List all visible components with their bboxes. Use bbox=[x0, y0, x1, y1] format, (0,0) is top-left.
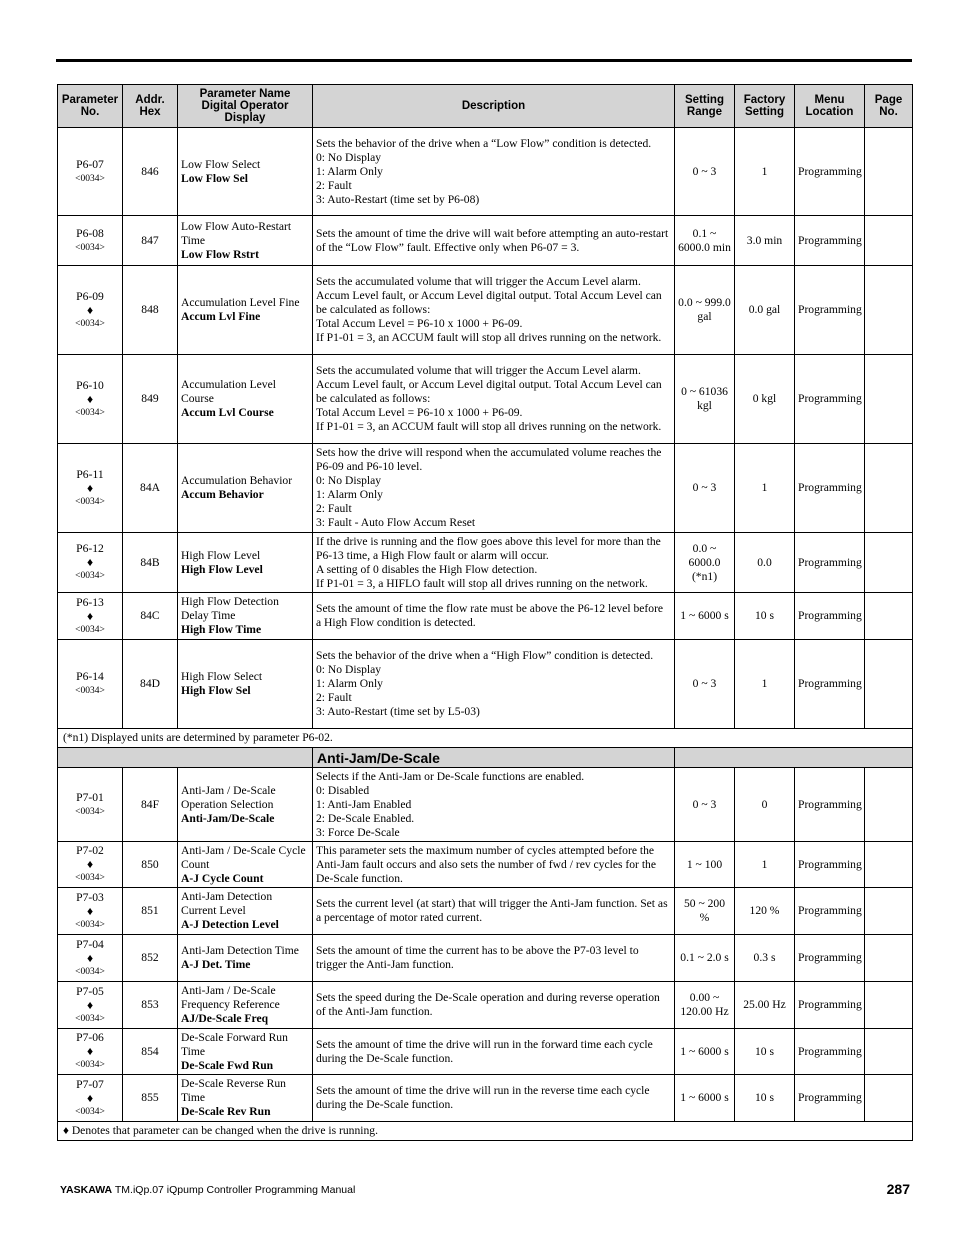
menu-location: Programming bbox=[795, 355, 865, 444]
parameter-name: Low Flow Select bbox=[181, 157, 261, 171]
setting-range: 0.0 ~ 999.0 gal bbox=[675, 266, 735, 355]
parameter-no: P6-09 bbox=[76, 289, 104, 303]
run-change-diamond-icon: ♦ bbox=[86, 997, 94, 1012]
menu-location: Programming bbox=[795, 533, 865, 593]
parameter-no-cell bbox=[58, 982, 123, 1029]
operator-display-name: A-J Detection Level bbox=[181, 918, 279, 931]
setting-range: 0 ~ 61036 kgl bbox=[675, 355, 735, 444]
factory-setting: 0.0 gal bbox=[735, 266, 795, 355]
table-row bbox=[58, 1075, 913, 1122]
operator-display-name: High Flow Level bbox=[181, 562, 263, 576]
parameter-code: <0034> bbox=[75, 1013, 105, 1024]
table-row bbox=[58, 982, 913, 1029]
description-line: Sets the current level (at start) that will trigger the Anti-Jam function. Set as a percentage of motor rated current. bbox=[316, 897, 668, 924]
page-no bbox=[865, 842, 913, 888]
description-line: 3: Fault - Auto Flow Accum Reset bbox=[316, 516, 476, 529]
operator-display-name: Accum Behavior bbox=[181, 488, 264, 501]
parameter-name-cell bbox=[178, 842, 313, 888]
description-line: 2: De-Scale Enabled. bbox=[316, 811, 415, 825]
factory-setting: 10 s bbox=[735, 1029, 795, 1075]
parameter-name-cell bbox=[178, 935, 313, 982]
description-line: A setting of 0 disables the High Flow detection. bbox=[316, 562, 538, 576]
parameter-code: <0034> bbox=[75, 173, 105, 184]
parameter-name: Accumulation Level Fine bbox=[181, 296, 300, 309]
parameter-name: High Flow Detection Delay Time bbox=[181, 595, 279, 622]
addr-hex: 850 bbox=[123, 842, 178, 888]
setting-range: 0 ~ 3 bbox=[675, 768, 735, 842]
operator-display-name: Accum Lvl Course bbox=[181, 406, 274, 419]
page-no bbox=[865, 593, 913, 640]
addr-hex: 84A bbox=[123, 444, 178, 533]
setting-range: 0.1 ~ 2.0 s bbox=[675, 935, 735, 982]
setting-range: 0.1 ~ 6000.0 min bbox=[675, 216, 735, 266]
description-line: 0: Disabled bbox=[316, 783, 370, 797]
parameter-name-cell bbox=[178, 982, 313, 1029]
description-cell bbox=[313, 533, 675, 593]
description-line: 3: Auto-Restart (time set by L5-03) bbox=[316, 705, 480, 718]
menu-location: Programming bbox=[795, 444, 865, 533]
parameter-code: <0034> bbox=[75, 686, 105, 696]
page-no bbox=[865, 355, 913, 444]
run-change-diamond-icon: ♦ bbox=[86, 302, 94, 317]
parameter-name: Anti-Jam Detection Time bbox=[181, 944, 299, 957]
parameter-no-cell bbox=[58, 444, 123, 533]
factory-setting: 0 kgl bbox=[735, 355, 795, 444]
parameter-no-cell bbox=[58, 533, 123, 593]
factory-setting: 1 bbox=[735, 128, 795, 216]
factory-setting: 10 s bbox=[735, 593, 795, 640]
addr-hex: 84C bbox=[123, 593, 178, 640]
parameter-no-cell bbox=[58, 266, 123, 355]
header-parameter-name: Parameter Name Digital Operator Display bbox=[178, 85, 313, 128]
description-line: Sets the amount of time the current has to be above the P7-03 level to trigger the Anti-Jam function. bbox=[316, 944, 639, 971]
parameter-no: P7-02 bbox=[76, 844, 104, 857]
header-menu-location: Menu Location bbox=[795, 85, 865, 128]
page-no bbox=[865, 1075, 913, 1122]
description-cell bbox=[313, 216, 675, 266]
setting-range: 0 ~ 3 bbox=[675, 444, 735, 533]
section-header-row bbox=[58, 748, 913, 768]
run-change-diamond-icon: ♦ bbox=[86, 1090, 94, 1105]
note-n1: (*n1) Displayed units are determined by parameter P6-02. bbox=[58, 729, 913, 748]
description-line: Sets the amount of time the drive will run in the forward time each cycle during the De-Scale function. bbox=[316, 1037, 653, 1065]
addr-hex: 846 bbox=[123, 128, 178, 216]
parameter-code: <0034> bbox=[75, 919, 105, 930]
parameter-no-cell bbox=[58, 216, 123, 266]
description-line: 1: Alarm Only bbox=[316, 677, 383, 690]
table-row bbox=[58, 128, 913, 216]
note-diamond: ♦ Denotes that parameter can be changed when the drive is running. bbox=[58, 1122, 913, 1141]
description-line: 1: Alarm Only bbox=[316, 164, 383, 178]
page-number: 287 bbox=[886, 1181, 910, 1197]
addr-hex: 849 bbox=[123, 355, 178, 444]
header-description: Description bbox=[313, 85, 675, 128]
menu-location: Programming bbox=[795, 982, 865, 1029]
description-cell bbox=[313, 842, 675, 888]
description-line: 2: Fault bbox=[316, 691, 352, 704]
table-row bbox=[58, 533, 913, 593]
parameter-name-cell bbox=[178, 888, 313, 935]
header-addr-hex: Addr. Hex bbox=[123, 85, 178, 128]
parameter-name: High Flow Level bbox=[181, 548, 261, 562]
description-line: If P1-01 = 3, an ACCUM fault will stop all drives running on the network. bbox=[316, 420, 662, 433]
parameter-name-cell bbox=[178, 266, 313, 355]
addr-hex: 852 bbox=[123, 935, 178, 982]
setting-range: 1 ~ 6000 s bbox=[675, 1075, 735, 1122]
description-line: 0: No Display bbox=[316, 150, 382, 164]
addr-hex: 851 bbox=[123, 888, 178, 935]
description-line: Sets the amount of time the flow rate must be above the P6-12 level before a High Flow condition is detected. bbox=[316, 602, 664, 629]
menu-location: Programming bbox=[795, 593, 865, 640]
page-no bbox=[865, 216, 913, 266]
description-cell bbox=[313, 640, 675, 729]
footer bbox=[60, 1184, 355, 1196]
setting-range: 0.00 ~ 120.00 Hz bbox=[675, 982, 735, 1029]
addr-hex: 853 bbox=[123, 982, 178, 1029]
operator-display-name: De-Scale Rev Run bbox=[181, 1105, 271, 1118]
page-no bbox=[865, 982, 913, 1029]
description-cell bbox=[313, 593, 675, 640]
setting-range: 0 ~ 3 bbox=[675, 640, 735, 729]
parameter-name-cell bbox=[178, 128, 313, 216]
parameter-code: <0034> bbox=[75, 407, 105, 418]
page-no bbox=[865, 266, 913, 355]
parameter-code: <0034> bbox=[75, 242, 105, 253]
description-line: 0: No Display bbox=[316, 663, 382, 676]
run-change-diamond-icon: ♦ bbox=[86, 480, 94, 495]
table-row bbox=[58, 355, 913, 444]
operator-display-name: Accum Lvl Fine bbox=[181, 310, 261, 323]
addr-hex: 848 bbox=[123, 266, 178, 355]
description-cell bbox=[313, 888, 675, 935]
setting-range: 1 ~ 6000 s bbox=[675, 593, 735, 640]
table-row bbox=[58, 266, 913, 355]
page-no bbox=[865, 128, 913, 216]
parameter-no-cell bbox=[58, 1029, 123, 1075]
menu-location: Programming bbox=[795, 266, 865, 355]
description-line: This parameter sets the maximum number of cycles attempted before the Anti-Jam fault occurs and also sets the number of fwd / rev cycles for the De-Scale function. bbox=[316, 843, 656, 885]
description-cell bbox=[313, 128, 675, 216]
run-change-diamond-icon: ♦ bbox=[86, 608, 94, 623]
description-cell bbox=[313, 444, 675, 533]
factory-setting: 0.0 bbox=[735, 533, 795, 593]
factory-setting: 0.3 s bbox=[735, 935, 795, 982]
table-row bbox=[58, 935, 913, 982]
setting-range: 1 ~ 100 bbox=[675, 842, 735, 888]
parameter-code: <0034> bbox=[75, 496, 105, 507]
table-row bbox=[58, 842, 913, 888]
setting-range: 50 ~ 200 % bbox=[675, 888, 735, 935]
factory-setting: 120 % bbox=[735, 888, 795, 935]
operator-display-name: AJ/De-Scale Freq bbox=[181, 1012, 269, 1025]
parameter-no: P7-01 bbox=[76, 790, 104, 804]
description-line: 1: Alarm Only bbox=[316, 488, 383, 501]
parameter-code: <0034> bbox=[75, 571, 105, 581]
parameter-name-cell bbox=[178, 1029, 313, 1075]
factory-setting: 25.00 Hz bbox=[735, 982, 795, 1029]
table-row bbox=[58, 1029, 913, 1075]
parameter-code: <0034> bbox=[75, 624, 105, 635]
parameter-name-cell bbox=[178, 768, 313, 842]
parameter-no: P7-05 bbox=[76, 984, 104, 998]
parameter-code: <0034> bbox=[75, 1060, 105, 1070]
parameter-name-cell bbox=[178, 1075, 313, 1122]
parameter-no-cell bbox=[58, 355, 123, 444]
parameter-no-cell bbox=[58, 593, 123, 640]
parameter-name-cell bbox=[178, 355, 313, 444]
parameter-code: <0034> bbox=[75, 1106, 105, 1117]
operator-display-name: Low Flow Rstrt bbox=[181, 247, 259, 261]
operator-display-name: Low Flow Sel bbox=[181, 171, 248, 185]
header-row bbox=[58, 85, 913, 128]
description-line: 3: Auto-Restart (time set by P6-08) bbox=[316, 192, 480, 206]
factory-setting: 0 bbox=[735, 768, 795, 842]
setting-range: 1 ~ 6000 s bbox=[675, 1029, 735, 1075]
footer-brand: YASKAWA bbox=[60, 1184, 113, 1196]
menu-location: Programming bbox=[795, 935, 865, 982]
setting-range: 0 ~ 3 bbox=[675, 128, 735, 216]
note-diamond-row bbox=[58, 1122, 913, 1141]
parameter-name: Anti-Jam / De-Scale Frequency Reference bbox=[181, 984, 280, 1011]
parameter-name: Accumulation Behavior bbox=[181, 474, 293, 487]
parameter-code: <0034> bbox=[75, 966, 105, 977]
parameter-no: P6-12 bbox=[76, 542, 104, 555]
operator-display-name: High Flow Sel bbox=[181, 684, 251, 697]
top-rule bbox=[56, 59, 912, 62]
parameter-name: Anti-Jam / De-Scale Cycle Count bbox=[181, 843, 306, 871]
description-line: 2: Fault bbox=[316, 178, 352, 192]
parameter-code: <0034> bbox=[75, 318, 105, 329]
description-line: Sets the amount of time the drive will wait before attempting an auto-restart of the “Low Flow” fault. Effective only when P6-07 = 3. bbox=[316, 226, 669, 254]
factory-setting: 1 bbox=[735, 842, 795, 888]
description-line: If P1-01 = 3, an ACCUM fault will stop all drives running on the network. bbox=[316, 331, 662, 344]
description-line: If the drive is running and the flow goes above this level for more than the P6-13 time, a High Flow fault or alarm will occur. bbox=[316, 534, 661, 562]
description-line: Sets how the drive will respond when the accumulated volume reaches the P6-09 and P6-10 level. bbox=[316, 446, 662, 473]
description-line: Total Accum Level = P6-10 x 1000 + P6-09. bbox=[316, 317, 523, 330]
parameter-name: Accumulation Level Course bbox=[181, 378, 276, 405]
run-change-diamond-icon: ♦ bbox=[86, 903, 94, 918]
description-line: If P1-01 = 3, a HIFLO fault will stop all drives running on the network. bbox=[316, 576, 648, 590]
section-title: Anti-Jam/De-Scale bbox=[313, 748, 675, 768]
table-row bbox=[58, 768, 913, 842]
parameter-code: <0034> bbox=[75, 806, 105, 817]
operator-display-name: High Flow Time bbox=[181, 623, 262, 636]
parameter-no: P6-10 bbox=[76, 378, 104, 392]
parameter-name: Anti-Jam / De-Scale Operation Selection bbox=[181, 783, 276, 811]
parameter-no: P7-06 bbox=[76, 1031, 104, 1044]
run-change-diamond-icon: ♦ bbox=[86, 391, 94, 406]
setting-range: 0.0 ~ 6000.0 (*n1) bbox=[675, 533, 735, 593]
table-row bbox=[58, 216, 913, 266]
parameter-no: P6-07 bbox=[76, 157, 104, 171]
description-cell bbox=[313, 982, 675, 1029]
addr-hex: 854 bbox=[123, 1029, 178, 1075]
footer-manual-title: TM.iQp.07 iQpump Controller Programming Manual bbox=[114, 1184, 356, 1196]
table-row bbox=[58, 444, 913, 533]
description-line: 3: Force De-Scale bbox=[316, 825, 400, 839]
table-row bbox=[58, 593, 913, 640]
addr-hex: 855 bbox=[123, 1075, 178, 1122]
table-row bbox=[58, 888, 913, 935]
factory-setting: 3.0 min bbox=[735, 216, 795, 266]
operator-display-name: A-J Cycle Count bbox=[181, 871, 264, 885]
parameter-no-cell bbox=[58, 842, 123, 888]
parameter-no-cell bbox=[58, 640, 123, 729]
parameter-no: P6-08 bbox=[76, 226, 104, 240]
run-change-diamond-icon: ♦ bbox=[86, 1044, 94, 1058]
menu-location: Programming bbox=[795, 888, 865, 935]
description-cell bbox=[313, 1075, 675, 1122]
parameter-no-cell bbox=[58, 1075, 123, 1122]
menu-location: Programming bbox=[795, 128, 865, 216]
description-line: Sets the amount of time the drive will run in the reverse time each cycle during the De-Scale function. bbox=[316, 1084, 650, 1111]
run-change-diamond-icon: ♦ bbox=[86, 950, 94, 965]
page-no bbox=[865, 768, 913, 842]
description-line: Sets the speed during the De-Scale operation and during reverse operation of the Anti-Jam function. bbox=[316, 991, 660, 1018]
description-line: Sets the behavior of the drive when a “High Flow” condition is detected. bbox=[316, 649, 654, 662]
description-line: Total Accum Level = P6-10 x 1000 + P6-09. bbox=[316, 406, 523, 419]
addr-hex: 84F bbox=[123, 768, 178, 842]
parameter-name-cell bbox=[178, 640, 313, 729]
section-blank-left bbox=[58, 748, 313, 768]
description-cell bbox=[313, 1029, 675, 1075]
description-cell bbox=[313, 266, 675, 355]
table-row bbox=[58, 640, 913, 729]
operator-display-name: De-Scale Fwd Run bbox=[181, 1058, 274, 1072]
run-change-diamond-icon: ♦ bbox=[86, 555, 94, 569]
parameter-name: De-Scale Reverse Run Time bbox=[181, 1077, 286, 1104]
parameter-table bbox=[57, 84, 913, 1141]
menu-location: Programming bbox=[795, 842, 865, 888]
addr-hex: 84B bbox=[123, 533, 178, 593]
menu-location: Programming bbox=[795, 768, 865, 842]
description-line: Selects if the Anti-Jam or De-Scale functions are enabled. bbox=[316, 769, 585, 783]
description-line: Sets the accumulated volume that will trigger the Accum Level alarm. Accum Level fault, or Accum Level digital output. Total Accum Level can be calculated as follows: bbox=[316, 364, 662, 405]
description-line: 1: Anti-Jam Enabled bbox=[316, 797, 412, 811]
header-factory-setting: Factory Setting bbox=[735, 85, 795, 128]
parameter-no-cell bbox=[58, 768, 123, 842]
factory-setting: 1 bbox=[735, 444, 795, 533]
parameter-name-cell bbox=[178, 593, 313, 640]
parameter-no-cell bbox=[58, 935, 123, 982]
description-line: 0: No Display bbox=[316, 474, 382, 487]
factory-setting: 1 bbox=[735, 640, 795, 729]
operator-display-name: A-J Det. Time bbox=[181, 958, 251, 971]
header-parameter-no: Parameter No. bbox=[58, 85, 123, 128]
addr-hex: 84D bbox=[123, 640, 178, 729]
parameter-no: P6-13 bbox=[76, 595, 104, 609]
parameter-no: P6-11 bbox=[76, 467, 104, 481]
parameter-no: P7-04 bbox=[76, 937, 104, 951]
parameter-no-cell bbox=[58, 128, 123, 216]
menu-location: Programming bbox=[795, 640, 865, 729]
run-change-diamond-icon: ♦ bbox=[86, 857, 94, 871]
menu-location: Programming bbox=[795, 1075, 865, 1122]
parameter-name: De-Scale Forward Run Time bbox=[181, 1030, 288, 1058]
description-cell bbox=[313, 935, 675, 982]
parameter-name: Anti-Jam Detection Current Level bbox=[181, 890, 273, 917]
menu-location: Programming bbox=[795, 1029, 865, 1075]
factory-setting: 10 s bbox=[735, 1075, 795, 1122]
page-no bbox=[865, 640, 913, 729]
parameter-no: P6-14 bbox=[76, 670, 104, 683]
menu-location: Programming bbox=[795, 216, 865, 266]
note-n1-row bbox=[58, 729, 913, 748]
parameter-name: High Flow Select bbox=[181, 670, 263, 683]
parameter-no: P7-03 bbox=[76, 890, 104, 904]
description-cell bbox=[313, 768, 675, 842]
parameter-no-cell bbox=[58, 888, 123, 935]
page-no bbox=[865, 533, 913, 593]
addr-hex: 847 bbox=[123, 216, 178, 266]
parameter-name-cell bbox=[178, 216, 313, 266]
section-blank-right bbox=[675, 748, 913, 768]
page-no bbox=[865, 444, 913, 533]
description-line: Sets the behavior of the drive when a “Low Flow” condition is detected. bbox=[316, 136, 652, 150]
description-line: Sets the accumulated volume that will trigger the Accum Level alarm. Accum Level fault, or Accum Level digital output. Total Accum Level can be calculated as follows: bbox=[316, 275, 662, 316]
parameter-name-cell bbox=[178, 533, 313, 593]
description-cell bbox=[313, 355, 675, 444]
parameter-no: P7-07 bbox=[76, 1077, 104, 1091]
description-line: 2: Fault bbox=[316, 502, 352, 515]
header-page-no: Page No. bbox=[865, 85, 913, 128]
page-no bbox=[865, 935, 913, 982]
page-no bbox=[865, 1029, 913, 1075]
parameter-code: <0034> bbox=[75, 873, 105, 883]
page-no bbox=[865, 888, 913, 935]
parameter-name: Low Flow Auto-Restart Time bbox=[181, 219, 292, 247]
operator-display-name: Anti-Jam/De-Scale bbox=[181, 811, 275, 825]
parameter-name-cell bbox=[178, 444, 313, 533]
header-setting-range: Setting Range bbox=[675, 85, 735, 128]
